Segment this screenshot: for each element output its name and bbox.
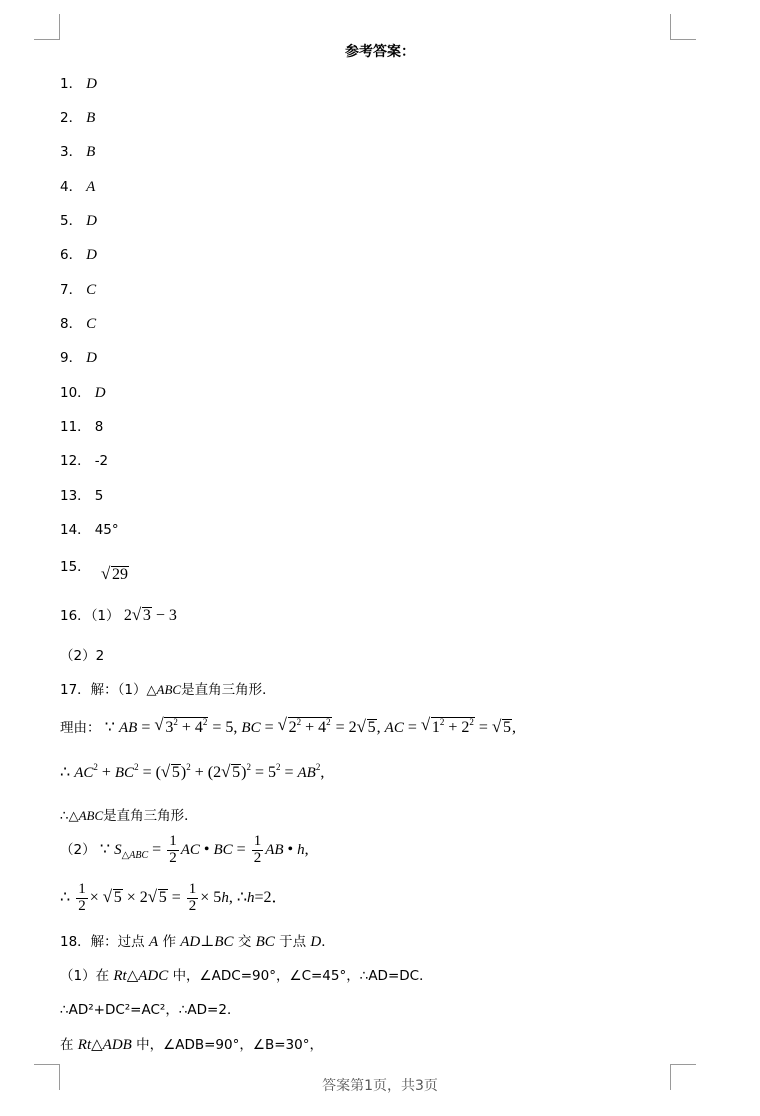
- math-expression: ∴ $AC^2 + BC^2$ = (√ 5)$^2$ + (2√ $5)^2 = 5^2 = AB^2$,: [60, 764, 324, 781]
- solution-line: 18．解：过点 A 作 AD⊥BC 交 BC 于点 D．: [60, 934, 335, 950]
- answer-line: 9． D: [60, 350, 97, 366]
- page-footer: 答案第1页，共3页: [322, 1078, 438, 1094]
- answer-line: 4． A: [60, 179, 96, 195]
- answer-line: 12． -2: [60, 453, 109, 469]
- page-title: 参考答案：: [345, 44, 415, 60]
- answer-line: 14． 45°: [60, 522, 119, 538]
- math-expression: ∴ $\frac{1}{2}$ × √ 5 × 2√ 5 = $\frac{1}{2}$ × 5h, ∴h=2．: [60, 889, 288, 906]
- answer-line: 8． C: [60, 316, 97, 332]
- answer-line: 10． D: [60, 385, 106, 401]
- answer-line: 13． 5: [60, 488, 104, 504]
- answer-line: 7． C: [60, 282, 97, 298]
- answer-line: 11． 8: [60, 419, 104, 435]
- answer-line: 5． D: [60, 213, 97, 229]
- answer-line: 15． √ 29: [60, 555, 129, 584]
- answer-line: 3． B: [60, 144, 96, 160]
- solution-line: [60, 762, 324, 782]
- math-expression: ∵ $S_{\triangle ABC}$ = $\frac{1}{2}$ AC • BC = $\frac{1}{2}$ AB • h,: [99, 833, 309, 866]
- math-expression: ∵ AB = √ $3^2 + 4^2 = 5$, BC = √ $2^2 + 4^2 = 2√$ 5, AC = √ $1^2 + 2^2$ = √ 5,: [105, 719, 516, 736]
- solution-line: 理由： ∵ AB = √ $3^2 + 4^2 = 5$, BC = √ $2^2 + 4^2 = 2√$ 5, AC = √ $1^2 + 2^2$ = √ 5,: [60, 716, 516, 737]
- answer-line: 6． D: [60, 247, 97, 263]
- solution-line: （1）在 Rt△ADC 中，∠ADC=90°，∠C=45°，∴AD=DC．: [60, 968, 433, 984]
- crop-mark-top-right: [670, 14, 696, 40]
- crop-mark-top-left: [34, 14, 60, 40]
- solution-line: 在 Rt△ADB 中，∠ADB=90°，∠B=30°，: [60, 1037, 323, 1053]
- solution-line: ∴AD²+DC²=AC²，∴AD=2．: [60, 1002, 241, 1018]
- solution-line: ∴△ABC是直角三角形．: [60, 808, 198, 824]
- answer-line: 1． D: [60, 76, 97, 92]
- answer-line: 2． B: [60, 110, 96, 126]
- answer-line: （2）2: [60, 648, 105, 664]
- math-expression: 2√ 3 − 3: [124, 607, 177, 624]
- solution-line: 17．解：（1）△ABC是直角三角形．: [60, 682, 276, 698]
- answer-line: 16．（1） 2√ 3 − 3: [60, 604, 177, 625]
- solution-line: （2） ∵ $S_{\triangle ABC}$ = $\frac{1}{2}$ AC • BC = $\frac{1}{2}$ AB • h,: [60, 833, 309, 866]
- solution-line: [60, 882, 288, 915]
